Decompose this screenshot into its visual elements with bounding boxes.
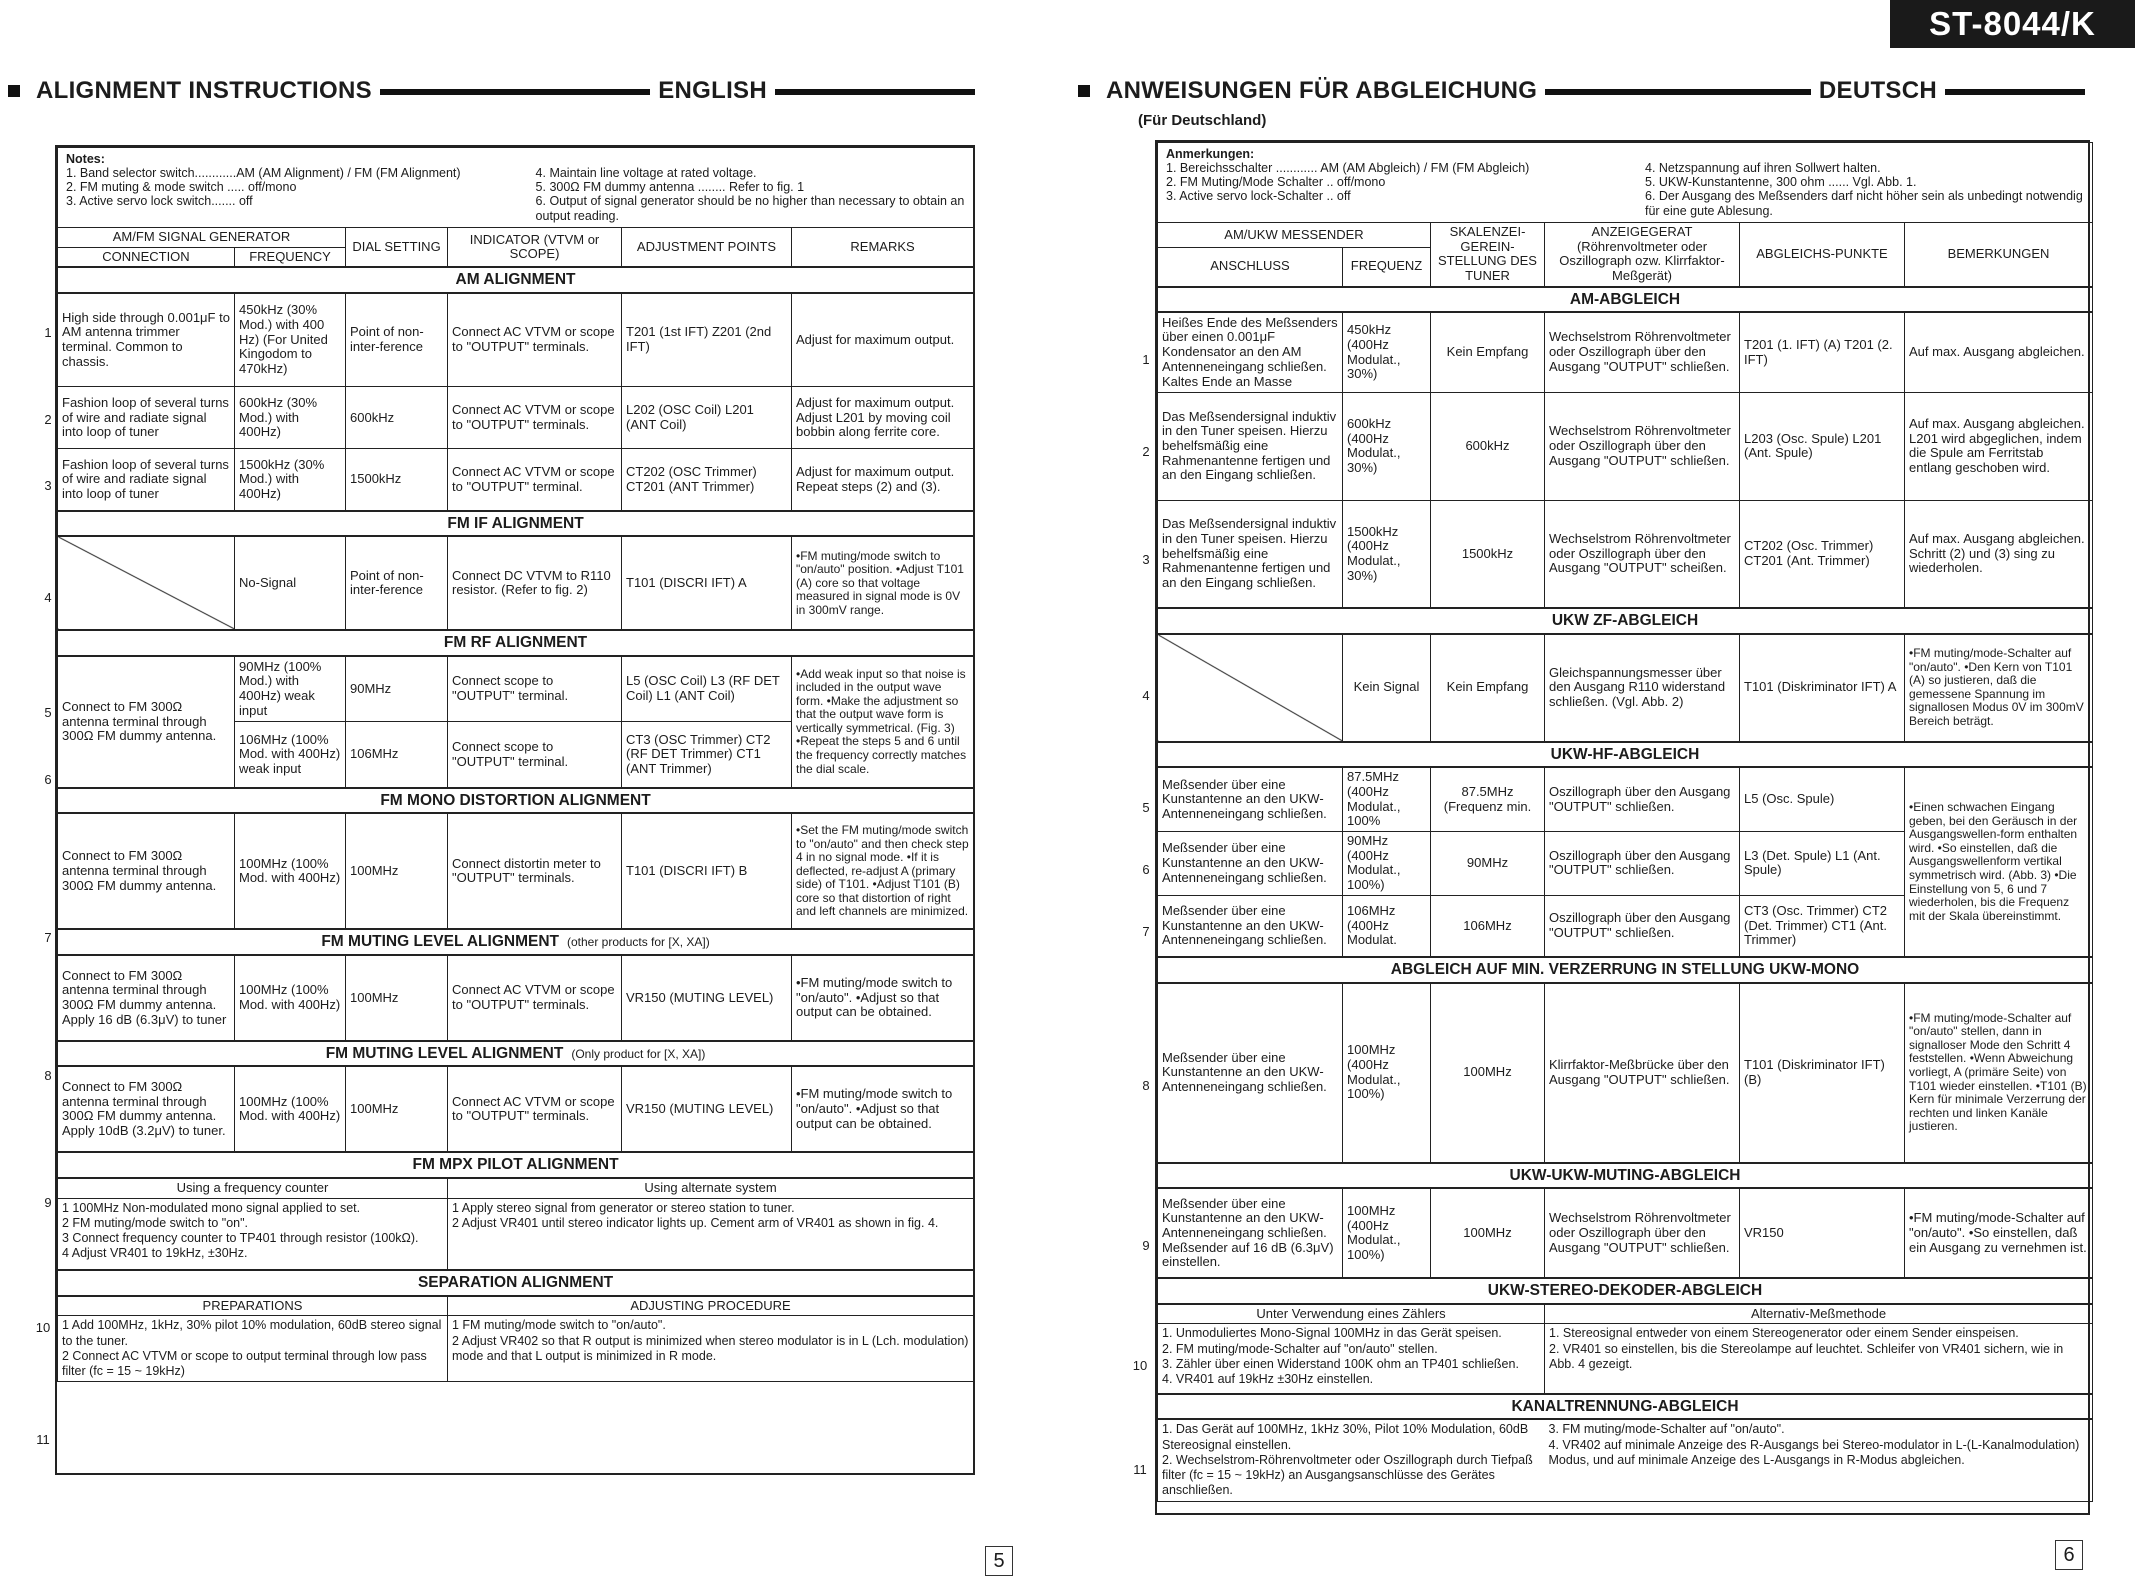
note-line: 2. FM Muting/Mode Schalter .. off/mono	[1166, 175, 1386, 190]
cell-adjustment: T101 (Diskriminator IFT) A	[1740, 634, 1905, 742]
cell-indicator: Gleichspannungsmesser über den Ausgang R110 widerstand schließen. (Vgl. Abb. 2)	[1545, 634, 1740, 742]
cell-frequency: 1500kHz (400Hz Modulat., 30%)	[1343, 500, 1431, 608]
row-number: 6	[44, 772, 52, 787]
cell-adjustment: L5 (Osc. Spule)	[1740, 767, 1905, 831]
english-heading	[8, 76, 983, 106]
note-line: 3. Active servo lock switch....... off	[66, 194, 253, 209]
col-header-generator: AM/UKW MESSENDER	[1158, 223, 1431, 248]
subheader-alternativ: Alternativ-Meßmethode	[1545, 1304, 2093, 1324]
section-title: FM MUTING LEVEL ALIGNMENT	[321, 933, 559, 951]
cell-frequency: 450kHz (400Hz Modulat., 30%)	[1343, 312, 1431, 392]
step: 4. VR402 auf minimale Anzeige des R-Ausgangs bei Stereo-modulator in L-(L-Kanalmodulation) Modus, und auf minimale Anzeige des L-Ausgangs in R-Modus abgleichen.	[1548, 1437, 2080, 1467]
page-number: 5	[985, 1546, 1013, 1576]
deutsch-alignment-table	[1155, 140, 2090, 1515]
step: 2 Connect AC VTVM or scope to output terminal through low pass filter (fc = 15 ~ 19kHz)	[62, 1348, 427, 1378]
cell-indicator: Connect AC VTVM or scope to "OUTPUT" terminals.	[448, 387, 622, 449]
heading-rule	[775, 89, 975, 95]
row-number: 5	[44, 705, 52, 720]
cell-indicator: Connect AC VTVM or scope to "OUTPUT" terminals.	[448, 293, 622, 387]
cell-remarks: Adjust for maximum output. Adjust L201 by moving coil bobbin along ferrite core.	[792, 387, 974, 449]
cell-frequency: Kein Signal	[1343, 634, 1431, 742]
cell-remarks: •FM muting/mode switch to "on/auto". •Adjust so that output can be obtained.	[792, 1066, 974, 1152]
cell-dial: 87.5MHz (Frequenz min.	[1431, 767, 1545, 831]
row-number: 4	[1142, 688, 1150, 703]
row-number: 8	[1142, 1078, 1150, 1093]
step: 1 FM muting/mode switch to "on/auto".	[452, 1318, 666, 1333]
cell-connection: Fashion loop of several turns of wire and radiate signal into loop of tuner	[58, 449, 235, 511]
row-number: 5	[1142, 800, 1150, 815]
col-header-adjustment: ABGLEICHS-PUNKTE	[1740, 223, 1905, 287]
note-line: 6. Der Ausgang des Meßsenders darf nicht höher sein als unbedingt notwendig für eine gute Ablesung.	[1645, 189, 2083, 218]
cell-connection: High side through 0.001μF to AM antenna trimmer terminal. Common to chassis.	[58, 293, 235, 387]
page-english	[0, 0, 1040, 1576]
step: 2. VR401 so einstellen, bis die Stereolampe auf leuchtet. Schleifer von VR401 sichern, wie in Abb. 4 gezeigt.	[1549, 1341, 2064, 1371]
cell-connection: Connect to FM 300Ω antenna terminal through 300Ω FM dummy antenna. Apply 16 dB (6.3μV) to tuner	[58, 955, 235, 1041]
table-row	[58, 536, 974, 630]
note-line: 4. Netzspannung auf ihren Sollwert halten.	[1645, 161, 1881, 176]
cell-remarks: Auf max. Ausgang abgleichen.	[1905, 312, 2093, 392]
step: 3 Connect frequency counter to TP401 through resistor (100kΩ).	[62, 1231, 419, 1246]
table-row	[58, 1198, 974, 1270]
cell-indicator: Oszillograph über den Ausgang "OUTPUT" schließen.	[1545, 832, 1740, 896]
cell-indicator: Wechselstrom Röhrenvoltmeter oder Oszillograph über den Ausgang "OUTPUT" schließen.	[1545, 1188, 1740, 1278]
cell-remarks: Auf max. Ausgang abgleichen. L201 wird abgeglichen, indem die Spule am Ferritstab entlang geschoben wird.	[1905, 392, 2093, 500]
cell-remarks: •Add weak input so that noise is included in the output wave form. •Make the adjustment so that the output wave form is vertically symmetrical. (Fig. 3) •Repeat the steps 5 and 6 until the frequency correctly matches the dial scale.	[792, 656, 974, 788]
cell-dial: 100MHz	[346, 813, 448, 929]
row-number: 11	[1133, 1462, 1147, 1477]
step: 4. VR401 auf 19kHz ±30Hz einstellen.	[1162, 1372, 1374, 1387]
cell-frequency: 600kHz (400Hz Modulat., 30%)	[1343, 392, 1431, 500]
table-row	[1158, 1324, 2093, 1394]
section-ukw-muting-abgleich: UKW-UKW-MUTING-ABGLEICH	[1158, 1163, 2093, 1189]
cell-frequency: 100MHz (400Hz Modulat., 100%)	[1343, 1188, 1431, 1278]
cell-frequency: 106MHz (400Hz Modulat.	[1343, 895, 1431, 957]
cell-adjustment: T101 (Diskriminator IFT) (B)	[1740, 983, 1905, 1163]
cell-remarks: Auf max. Ausgang abgleichen. Schritt (2) und (3) sing zu wiederholen.	[1905, 500, 2093, 608]
table-row	[1158, 1188, 2093, 1278]
note-line: 5. UKW-Kunstantenne, 300 ohm ...... Vgl. Abb. 1.	[1645, 175, 1917, 190]
cell-dial: 106MHz	[346, 722, 448, 788]
cell-adjustment: T201 (1st IFT) Z201 (2nd IFT)	[622, 293, 792, 387]
cell-frequency: 100MHz (100% Mod. with 400Hz)	[235, 813, 346, 929]
note-line: 6. Output of signal generator should be no higher than necessary to obtain an output reading.	[535, 194, 965, 223]
section-ukw-hf-abgleich: UKW-HF-ABGLEICH	[1158, 742, 2093, 768]
cell-connection: Meßsender über eine Kunstantenne an den UKW-Antenneneingang schließen. Meßsender auf 16 dB (6.3μV) einstellen.	[1158, 1188, 1343, 1278]
table-row	[58, 656, 974, 722]
section-am-alignment: AM ALIGNMENT	[58, 267, 974, 293]
cell-adjustment: L5 (OSC Coil) L3 (RF DET Coil) L1 (ANT Coil)	[622, 656, 792, 722]
bullet-square-icon	[1078, 85, 1090, 97]
table-row	[58, 293, 974, 387]
col-header-generator: AM/FM SIGNAL GENERATOR	[58, 228, 346, 248]
cell-connection: Meßsender über eine Kunstantenne an den UKW-Antenneneingang schließen.	[1158, 832, 1343, 896]
col-header-adjustment: ADJUSTMENT POINTS	[622, 228, 792, 268]
row-number: 10	[1132, 1358, 1148, 1373]
table-row	[58, 387, 974, 449]
step: 1 Apply stereo signal from generator or stereo station to tuner.	[452, 1200, 795, 1215]
col-header-frequency: FREQUENZ	[1343, 247, 1431, 286]
cell-indicator: Connect AC VTVM or scope to "OUTPUT" terminal.	[448, 449, 622, 511]
notes-title: Notes:	[66, 152, 105, 166]
row-number: 9	[44, 1195, 52, 1210]
section-note: (other products for [X, XA])	[567, 935, 710, 950]
note-line: 2. FM muting & mode switch ..... off/mono	[66, 180, 297, 195]
note-line: 1. Band selector switch............AM (AM Alignment) / FM (FM Alignment)	[66, 166, 461, 181]
cell-frequency: 100MHz (400Hz Modulat., 100%)	[1343, 983, 1431, 1163]
section-fm-if-alignment: FM IF ALIGNMENT	[58, 511, 974, 537]
cell-indicator: Oszillograph über den Ausgang "OUTPUT" schließen.	[1545, 895, 1740, 957]
table-row	[1158, 1419, 2093, 1501]
diagonal-blank-cell	[58, 536, 235, 630]
col-header-indicator: ANZEIGEGERAT (Röhrenvoltmeter oder Oszillograph ozw. Klirrfaktor-Meßgerät)	[1545, 223, 1740, 287]
row-number: 7	[1142, 924, 1150, 939]
note-line: 5. 300Ω FM dummy antenna ........ Refer to fig. 1	[535, 180, 805, 195]
cell-frequency: No-Signal	[235, 536, 346, 630]
cell-connection: Fashion loop of several turns of wire and radiate signal into loop of tuner	[58, 387, 235, 449]
cell-remarks: •FM muting/mode-Schalter auf "on/auto". •Den Kern von T101 (A) so justieren, daß die gemessene Spannung im signallosen Modus 0V im 300mV Bereich beträgt.	[1905, 634, 2093, 742]
col-header-remarks: REMARKS	[792, 228, 974, 268]
subheader-adjusting-procedure: ADJUSTING PROCEDURE	[448, 1296, 974, 1316]
table-row	[1158, 500, 2093, 608]
page-number: 6	[2055, 1540, 2083, 1570]
cell-connection: Meßsender über eine Kunstantenne an den UKW-Antenneneingang schließen.	[1158, 983, 1343, 1163]
row-number: 7	[44, 930, 52, 945]
section-note: (Only product for [X, XA])	[571, 1046, 706, 1061]
cell-indicator: Connect DC VTVM to R110 resistor. (Refer to fig. 2)	[448, 536, 622, 630]
section-am-abgleich: AM-ABGLEICH	[1158, 287, 2093, 313]
cell-adjustment: CT3 (OSC Trimmer) CT2 (RF DET Trimmer) CT1 (ANT Trimmer)	[622, 722, 792, 788]
cell-adjustment: CT202 (OSC Trimmer) CT201 (ANT Trimmer)	[622, 449, 792, 511]
cell-dial: Kein Empfang	[1431, 312, 1545, 392]
cell-frequency: 450kHz (30% Mod.) with 400 Hz) (For United Kingodom to 470kHz)	[235, 293, 346, 387]
cell-dial: 100MHz	[346, 1066, 448, 1152]
cell-remarks: •Einen schwachen Eingang geben, bei den Geräusch in der Ausgangswellen-form enthalten wird. •So einstellen, daß die Ausgangswellenform vertikal symmetrisch wird. (Abb. 3) •Die Einstellung von 5, 6 und 7 wiederholen, bis die Frequenz mit der Skala übereinstimmt.	[1905, 767, 2093, 957]
cell-dial: 1500kHz	[1431, 500, 1545, 608]
table-row	[58, 449, 974, 511]
section-fm-muting-level-1	[58, 929, 974, 955]
deutsch-heading	[1078, 76, 2093, 106]
cell-connection: Connect to FM 300Ω antenna terminal through 300Ω FM dummy antenna.	[58, 656, 235, 788]
row-number: 1	[44, 325, 52, 340]
english-alignment-table	[55, 145, 975, 1475]
table-row	[1158, 312, 2093, 392]
cell-remarks: •Set the FM muting/mode switch to "on/auto" and then check step 4 in no signal mode. •If it is deflected, re-adjust A (primary side) of T101. •Adjust T101 (B) core so that distortion of right and left channels are minimized.	[792, 813, 974, 929]
cell-adjustment: T101 (DISCRI IFT) A	[622, 536, 792, 630]
notes-title: Anmerkungen:	[1166, 147, 1255, 161]
deutsch-title: ANWEISUNGEN FÜR ABGLEICHUNG	[1106, 77, 1538, 104]
row-number: 10	[35, 1320, 51, 1335]
table-row	[1158, 392, 2093, 500]
cell-connection: Connect to FM 300Ω antenna terminal through 300Ω FM dummy antenna.	[58, 813, 235, 929]
cell-remarks: Adjust for maximum output. Repeat steps (2) and (3).	[792, 449, 974, 511]
row-number: 6	[1142, 862, 1150, 877]
table-row	[58, 1316, 974, 1382]
section-ukw-zf-abgleich: UKW ZF-ABGLEICH	[1158, 608, 2093, 634]
cell-remarks: •FM muting/mode switch to "on/auto". •Adjust so that output can be obtained.	[792, 955, 974, 1041]
cell-adjustment: VR150 (MUTING LEVEL)	[622, 1066, 792, 1152]
cell-frequency: 106MHz (100% Mod. with 400Hz) weak input	[235, 722, 346, 788]
table-row	[1158, 634, 2093, 742]
cell-adjustment: L202 (OSC Coil) L201 (ANT Coil)	[622, 387, 792, 449]
row-number: 11	[36, 1432, 50, 1447]
col-header-indicator: INDICATOR (VTVM or SCOPE)	[448, 228, 622, 268]
row-number: 3	[44, 478, 52, 493]
cell-dial: 106MHz	[1431, 895, 1545, 957]
section-ukw-stereo-dekoder: UKW-STEREO-DEKODER-ABGLEICH	[1158, 1278, 2093, 1304]
cell-frequency: 1500kHz (30% Mod.) with 400Hz)	[235, 449, 346, 511]
language-label-deutsch: DEUTSCH	[1818, 77, 1937, 104]
cell-remarks: Adjust for maximum output.	[792, 293, 974, 387]
cell-connection: Heißes Ende des Meßsenders über einen 0.001μF Kondensator an den AM Antenneneingang schließen. Kaltes Ende an Masse	[1158, 312, 1343, 392]
row-number: 2	[1142, 444, 1150, 459]
cell-connection: Meßsender über eine Kunstantenne an den UKW-Antenneneingang schließen.	[1158, 767, 1343, 831]
cell-dial: Point of non-inter-ference	[346, 536, 448, 630]
cell-indicator: Oszillograph über den Ausgang "OUTPUT" schließen.	[1545, 767, 1740, 831]
step: 1. Unmoduliertes Mono-Signal 100MHz in das Gerät speisen.	[1162, 1326, 1502, 1341]
cell-dial: 100MHz	[346, 955, 448, 1041]
section-fm-rf-alignment: FM RF ALIGNMENT	[58, 630, 974, 656]
col-header-dial: SKALENZEI-GEREIN-STELLUNG DES TUNER	[1431, 223, 1545, 287]
step: 2 Adjust VR401 until stereo indicator lights up. Cement arm of VR401 as shown in fig. 4.	[452, 1215, 939, 1230]
cell-dial: 600kHz	[1431, 392, 1545, 500]
col-header-connection: CONNECTION	[58, 247, 235, 267]
cell-frequency: 600kHz (30% Mod.) with 400Hz)	[235, 387, 346, 449]
subheader-frequency-counter: Using a frequency counter	[58, 1178, 448, 1198]
row-number: 8	[44, 1068, 52, 1083]
page-deutsch	[1070, 0, 2135, 1576]
section-kanaltrennung: KANALTRENNUNG-ABGLEICH	[1158, 1394, 2093, 1420]
cell-adjustment: L3 (Det. Spule) L1 (Ant. Spule)	[1740, 832, 1905, 896]
heading-rule	[1545, 89, 1811, 95]
step: 1 Add 100MHz, 1kHz, 30% pilot 10% modulation, 60dB stereo signal to the tuner.	[62, 1318, 442, 1348]
col-header-connection: ANSCHLUSS	[1158, 247, 1343, 286]
cell-adjustment: CT202 (Osc. Trimmer) CT201 (Ant. Trimmer)	[1740, 500, 1905, 608]
subheader-preparations: PREPARATIONS	[58, 1296, 448, 1316]
cell-remarks: •FM muting/mode switch to "on/auto" position. •Adjust T101 (A) core so that voltage measured in signal mode is 0V in 300mV range.	[792, 536, 974, 630]
cell-frequency: 90MHz (100% Mod.) with 400Hz) weak input	[235, 656, 346, 722]
cell-dial: 1500kHz	[346, 449, 448, 511]
cell-connection: Meßsender über eine Kunstantenne an den UKW-Antenneneingang schließen.	[1158, 895, 1343, 957]
note-line: 4. Maintain line voltage at rated voltage.	[535, 166, 757, 181]
model-badge: ST-8044/K	[1890, 0, 2135, 48]
cell-adjustment: CT3 (Osc. Trimmer) CT2 (Det. Trimmer) CT1 (Ant. Trimmer)	[1740, 895, 1905, 957]
cell-dial: 100MHz	[1431, 983, 1545, 1163]
section-separation: SEPARATION ALIGNMENT	[58, 1270, 974, 1296]
cell-dial: Kein Empfang	[1431, 634, 1545, 742]
note-line: 1. Bereichsschalter ............ AM (AM Abgleich) / FM (FM Abgleich)	[1166, 161, 1530, 176]
cell-indicator: Klirrfaktor-Meßbrücke über den Ausgang "OUTPUT" schließen.	[1545, 983, 1740, 1163]
cell-frequency: 87.5MHz (400Hz Modulat., 100%	[1343, 767, 1431, 831]
cell-adjustment: VR150 (MUTING LEVEL)	[622, 955, 792, 1041]
cell-remarks: •FM muting/mode-Schalter auf "on/auto". •So einstellen, daß ein Ausgang zu vernehmen ist.	[1905, 1188, 2093, 1278]
step: 2 Adjust VR402 so that R output is minimized when stereo modulator is in L (Lch. modulation) mode and that L output is minimized in R mode.	[452, 1333, 969, 1363]
step: 3. FM muting/mode-Schalter auf "on/auto".	[1548, 1422, 1785, 1437]
language-label-english: ENGLISH	[658, 77, 767, 104]
cell-dial: 90MHz	[346, 656, 448, 722]
english-title: ALIGNMENT INSTRUCTIONS	[36, 77, 372, 104]
cell-indicator: Connect distortin meter to "OUTPUT" terminals.	[448, 813, 622, 929]
cell-indicator: Connect AC VTVM or scope to "OUTPUT" terminals.	[448, 955, 622, 1041]
col-header-dial: DIAL SETTING	[346, 228, 448, 268]
cell-adjustment: T101 (DISCRI IFT) B	[622, 813, 792, 929]
step: 4 Adjust VR401 to 19kHz, ±30Hz.	[62, 1246, 248, 1261]
cell-indicator: Connect scope to "OUTPUT" terminal.	[448, 656, 622, 722]
cell-connection: Das Meßsendersignal induktiv in den Tuner speisen. Hierzu behelfsmäßig eine Rahmenantenne fertigen und an den Eingang schließen.	[1158, 392, 1343, 500]
row-number: 1	[1142, 352, 1150, 367]
diagonal-blank-cell	[1158, 634, 1343, 742]
cell-dial: 100MHz	[1431, 1188, 1545, 1278]
step: 1. Das Gerät auf 100MHz, 1kHz 30%, Pilot 10% Modulation, 60dB Stereosignal einstellen.	[1162, 1422, 1529, 1452]
cell-frequency: 100MHz (100% Mod. with 400Hz)	[235, 955, 346, 1041]
table-row	[1158, 983, 2093, 1163]
cell-connection: Das Meßsendersignal induktiv in den Tuner speisen. Hierzu behelfsmäßig eine Rahmenantenne fertigen und an den Eingang schließen.	[1158, 500, 1343, 608]
section-fm-muting-level-2	[58, 1041, 974, 1067]
cell-dial: Point of non-inter-ference	[346, 293, 448, 387]
step: 2. FM muting/mode-Schalter auf "on/auto" stellen.	[1162, 1341, 1438, 1356]
cell-adjustment: VR150	[1740, 1188, 1905, 1278]
table-row	[58, 1066, 974, 1152]
subheader-zaehler: Unter Verwendung eines Zählers	[1158, 1304, 1545, 1324]
table-row	[58, 955, 974, 1041]
step: 2. Wechselstrom-Röhrenvoltmeter oder Oszillograph durch Tiefpaß filter (fc = 15 ~ 19kHz) an Ausgangsanschlüsse des Gerätes anschließen.	[1162, 1452, 1533, 1498]
table-row	[58, 813, 974, 929]
cell-adjustment: L203 (Osc. Spule) L201 (Ant. Spule)	[1740, 392, 1905, 500]
cell-dial: 90MHz	[1431, 832, 1545, 896]
cell-remarks: •FM muting/mode-Schalter auf "on/auto" stellen, dann in signalloser Mode den Schritt 4 feststellen. •Wenn Abweichung vorliegt, A (primäre Seite) von T101 wieder einstellen. •T101 (B) Kern für minimale Verzerrung der rechten und linken Kanäle justieren.	[1905, 983, 2093, 1163]
table-row	[1158, 767, 2093, 831]
subheader-alternate-system: Using alternate system	[448, 1178, 974, 1198]
subtitle: (Für Deutschland)	[1138, 112, 1267, 129]
note-line: 3. Active servo lock-Schalter .. off	[1166, 189, 1351, 204]
cell-indicator: Wechselstrom Röhrenvoltmeter oder Oszillograph über den Ausgang "OUTPUT" schließen.	[1545, 392, 1740, 500]
step: 1. Stereosignal entweder von einem Stereogenerator oder einem Sender einspeisen.	[1549, 1326, 2019, 1341]
col-header-frequency: FREQUENCY	[235, 247, 346, 267]
step: 1 100MHz Non-modulated mono signal applied to set.	[62, 1200, 361, 1215]
section-ukw-mono-verzerrung: ABGLEICH AUF MIN. VERZERRUNG IN STELLUNG UKW-MONO	[1158, 957, 2093, 983]
cell-connection: Connect to FM 300Ω antenna terminal through 300Ω FM dummy antenna. Apply 10dB (3.2μV) to tuner.	[58, 1066, 235, 1152]
cell-indicator: Connect scope to "OUTPUT" terminal.	[448, 722, 622, 788]
section-title: FM MUTING LEVEL ALIGNMENT	[325, 1044, 564, 1062]
cell-dial: 600kHz	[346, 387, 448, 449]
section-fm-mono-distortion: FM MONO DISTORTION ALIGNMENT	[58, 788, 974, 814]
bullet-square-icon	[8, 85, 20, 97]
cell-adjustment: T201 (1. IFT) (A) T201 (2. IFT)	[1740, 312, 1905, 392]
cell-frequency: 100MHz (100% Mod. with 400Hz)	[235, 1066, 346, 1152]
heading-rule	[1945, 89, 2085, 95]
step: 2 FM muting/mode switch to "on".	[62, 1215, 249, 1230]
row-number: 3	[1142, 552, 1150, 567]
cell-indicator: Wechselstrom Röhrenvoltmeter oder Oszillograph über den Ausgang "OUTPUT" schließen.	[1545, 312, 1740, 392]
step: 3. Zähler über einen Widerstand 100K ohm an TP401 schließen.	[1162, 1356, 1519, 1371]
row-number: 2	[44, 412, 52, 427]
row-number: 9	[1142, 1238, 1150, 1253]
cell-frequency: 90MHz (400Hz Modulat., 100%)	[1343, 832, 1431, 896]
cell-indicator: Connect AC VTVM or scope to "OUTPUT" terminals.	[448, 1066, 622, 1152]
col-header-remarks: BEMERKUNGEN	[1905, 223, 2093, 287]
row-number: 4	[44, 590, 52, 605]
cell-indicator: Wechselstrom Röhrenvoltmeter oder Oszillograph über den Ausgang "OUTPUT" scheißen.	[1545, 500, 1740, 608]
section-fm-mpx-pilot: FM MPX PILOT ALIGNMENT	[58, 1152, 974, 1178]
heading-rule	[380, 89, 650, 95]
